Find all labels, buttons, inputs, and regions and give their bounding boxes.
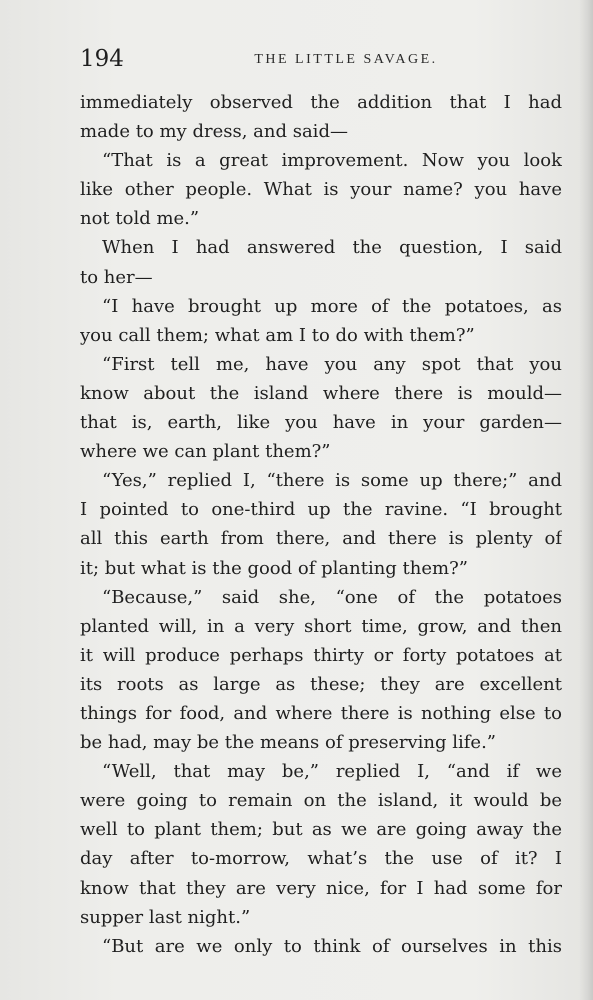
text-line: “Yes,” replied I, “there is some up there;” and	[102, 470, 562, 492]
text-line: you call them; what am I to do with them?”	[80, 324, 475, 346]
text-line: immediately observed the addition that I had	[80, 92, 562, 113]
text-line: I pointed to one-third up the ravine. “I brought	[80, 499, 562, 521]
text-line: be had, may be the means of preserving life.”	[80, 732, 496, 754]
text-line: were going to remain on the island, it would be	[80, 790, 562, 812]
page-number: 194	[80, 46, 124, 72]
text-line: When I had answered the question, I said	[102, 237, 562, 259]
text-line: “That is a great improvement. Now you look	[102, 150, 562, 172]
text-line: its roots as large as these; they are excellent	[80, 673, 562, 695]
text-line: planted will, in a very short time, grow, and then	[80, 615, 562, 637]
text-line: to her—	[80, 266, 153, 288]
text-line: “But are we only to think of ourselves in this	[102, 935, 562, 957]
text-line: “I have brought up more of the potatoes, as	[102, 295, 562, 317]
text-line: not told me.”	[80, 208, 200, 230]
text-line: “Well, that may be,” replied I, “and if we	[102, 761, 562, 783]
text-line: that is, earth, like you have in your garden—	[80, 412, 562, 434]
running-title: THE LITTLE SAVAGE.	[254, 52, 438, 67]
text-line: “Because,” said she, “one of the potatoes	[102, 586, 562, 608]
page-header	[80, 44, 560, 74]
text-line: it; but what is the good of planting them?”	[80, 557, 468, 579]
text-line: supper last night.”	[80, 906, 251, 928]
page-edge-shadow	[579, 0, 593, 1000]
text-line: day after to-morrow, what’s the use of it? I	[80, 848, 562, 870]
text-line: well to plant them; but as we are going away the	[80, 819, 562, 841]
text-line: know that they are very nice, for I had some for	[80, 877, 562, 899]
text-line: made to my dress, and said—	[80, 121, 348, 143]
text-line: “First tell me, have you any spot that you	[102, 353, 562, 375]
text-line: things for food, and where there is nothing else to	[80, 702, 562, 724]
body-text	[80, 88, 562, 961]
text-line: where we can plant them?”	[80, 441, 331, 463]
text-line: it will produce perhaps thirty or forty potatoes at	[80, 644, 562, 666]
text-line: like other people. What is your name? you have	[80, 179, 562, 201]
text-line: all this earth from there, and there is plenty of	[80, 528, 562, 550]
text-line: know about the island where there is mould—	[80, 382, 562, 404]
